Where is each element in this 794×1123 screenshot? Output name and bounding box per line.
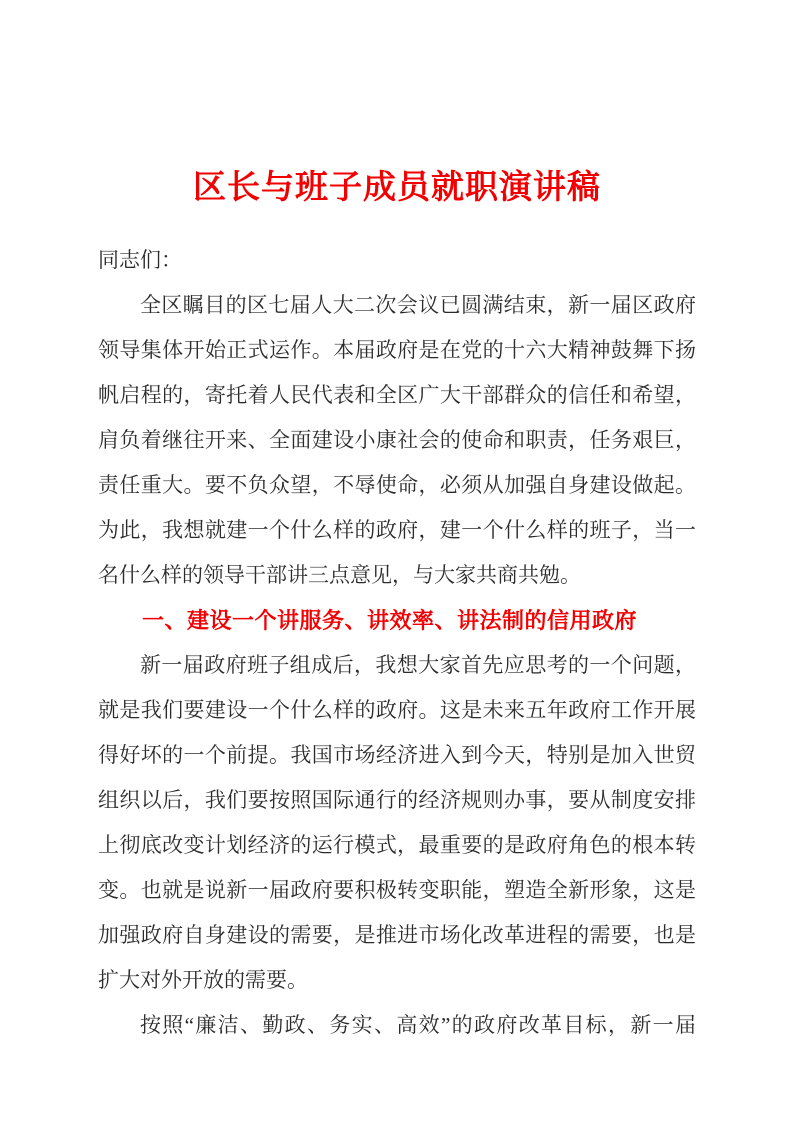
text-line: 得好坏的一个前提。我国市场经济进入到今天，特别是加入世贸 xyxy=(98,743,696,767)
text-line: 帆启程的，寄托着人民代表和全区广大干部群众的信任和希望， xyxy=(98,383,696,407)
paragraph xyxy=(98,283,696,598)
text-line: 组织以后，我们要按照国际通行的经济规则办事，要从制度安排 xyxy=(98,788,696,812)
text-line: 新一届政府班子组成后，我想大家首先应思考的一个问题， xyxy=(140,653,696,677)
document-body xyxy=(0,238,794,1048)
paragraph xyxy=(98,643,696,1003)
text-line: 领导集体开始正式运作。本届政府是在党的十六大精神鼓舞下扬 xyxy=(98,338,696,362)
text-line: 全区瞩目的区七届人大二次会议已圆满结束，新一届区政府 xyxy=(140,293,696,317)
salutation: 同志们： xyxy=(98,248,182,272)
text-line: 扩大对外开放的需要。 xyxy=(98,968,308,992)
document-title: 区长与班子成员就职演讲稿 xyxy=(193,168,601,205)
text-line: 按照“廉洁、勤政、务实、高效”的政府改革目标，新一届 xyxy=(140,1013,696,1037)
section-heading: 一、建设一个讲服务、讲效率、讲法制的信用政府 xyxy=(142,608,638,633)
text-line: 加强政府自身建设的需要，是推进市场化改革进程的需要，也是 xyxy=(98,923,696,947)
paragraph xyxy=(98,1003,696,1048)
text-line: 责任重大。要不负众望，不辱使命，必须从加强自身建设做起。 xyxy=(98,473,696,497)
text-line: 肩负着继往开来、全面建设小康社会的使命和职责，任务艰巨， xyxy=(98,428,696,452)
text-line: 为此，我想就建一个什么样的政府，建一个什么样的班子，当一 xyxy=(98,518,696,542)
text-line: 就是我们要建设一个什么样的政府。这是未来五年政府工作开展 xyxy=(98,698,696,722)
text-line: 变。也就是说新一届政府要积极转变职能，塑造全新形象，这是 xyxy=(98,878,696,902)
text-line: 名什么样的领导干部讲三点意见，与大家共商共勉。 xyxy=(98,563,581,587)
text-line: 上彻底改变计划经济的运行模式，最重要的是政府角色的根本转 xyxy=(98,833,696,857)
